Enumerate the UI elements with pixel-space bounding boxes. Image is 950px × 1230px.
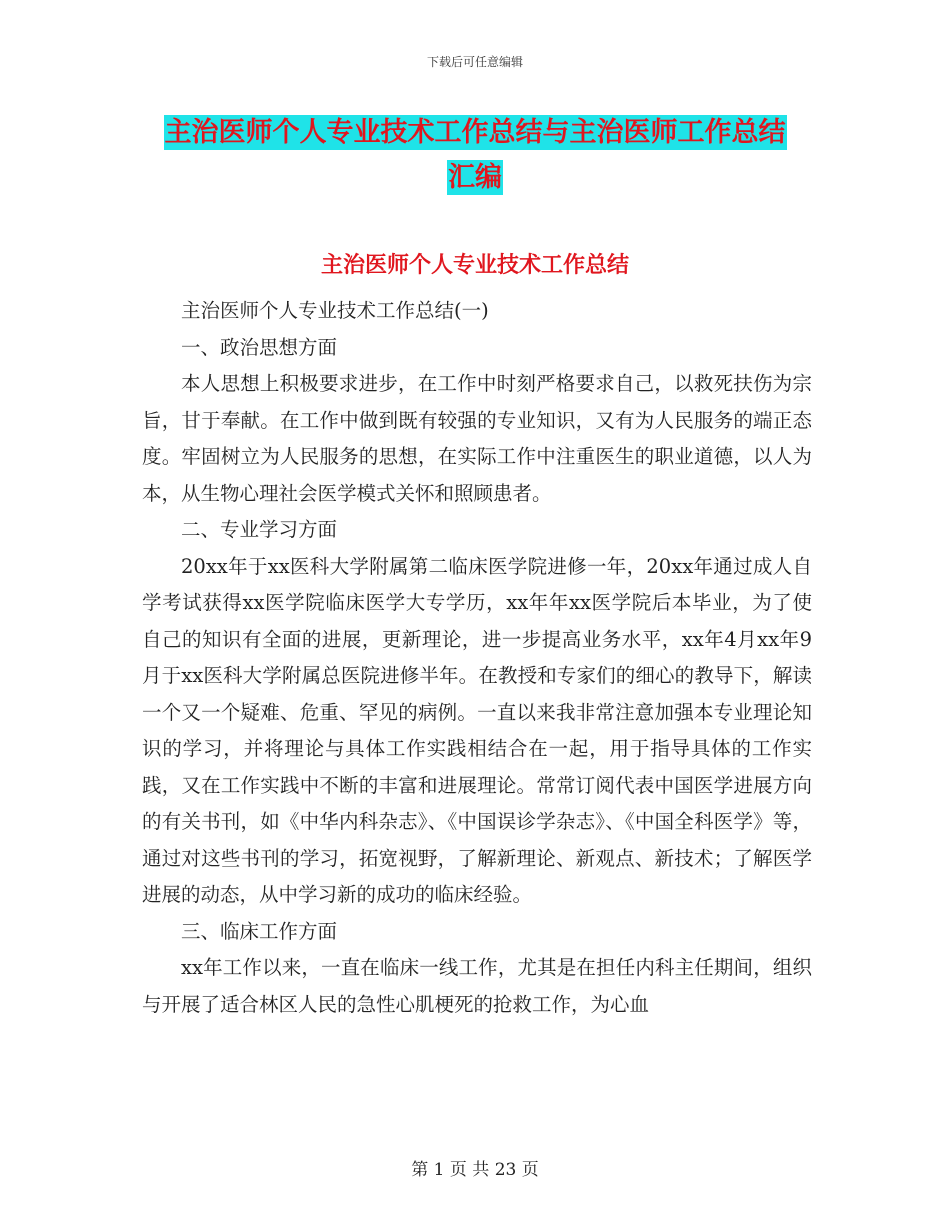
paragraph-heading: 主治医师个人专业技术工作总结(一) [181,299,489,322]
section-heading-clinical: 三、临床工作方面 [181,919,338,943]
document-title [0,110,950,200]
page-footer: 第 1 页 共 23 页 [411,1160,539,1180]
header-note: 下载后可任意编辑 [426,55,523,69]
section-title: 主治医师个人专业技术工作总结 [320,253,629,278]
paragraph-clinical: xx年工作以来，一直在临床一线工作，尤其是在担任内科主任期间，组织与开展了适合林区人民的急性心肌梗死的抢救工作，为心血 [142,956,812,1016]
body-text [142,293,812,1023]
paragraph-study: 20xx年于xx医科大学附属第二临床医学院进修一年，20xx年通过成人自学考试获得xx医学院临床医学大专学历，xx年年xx医学院后本毕业，为了使自己的知识有全面的进展，更新理论，进一步提高业务水平，xx年4月xx年9月于xx医科大学附属总医院进修半年。在教授和专家们的细心的教导下，解读一个又一个疑难、危重、罕见的病例。一直以来我非常注意加强本专业理论知识的学习，并将理论与具体工作实践相结合在一起，用于指导具体的工作实践，又在工作实践中不断的丰富和进展理论。常常订阅代表中国医学进展方向的有关书刊，如《中华内科杂志》、《中国误诊学杂志》、《中国全科医学》等，通过对这些书刊的学习，拓宽视野，了解新理论、新观点、新技术；了解医学进展的动态，从中学习新的成功的临床经验。 [142,554,812,906]
section-heading-political: 一、政治思想方面 [181,335,338,359]
paragraph-political: 本人思想上积极要求进步，在工作中时刻严格要求自己，以救死扶伤为宗旨，甘于奉献。在工作中做到既有较强的专业知识，又有为人民服务的端正态度。牢固树立为人民服务的思想，在实际工作中注重医生的职业道德，以人为本，从生物心理社会医学模式关怀和照顾患者。 [142,372,812,505]
document-title-line2: 汇编 [448,162,502,193]
section-heading-study: 二、专业学习方面 [181,518,338,541]
document-title-line1: 主治医师个人专业技术工作总结与主治医师工作总结 [164,117,786,148]
